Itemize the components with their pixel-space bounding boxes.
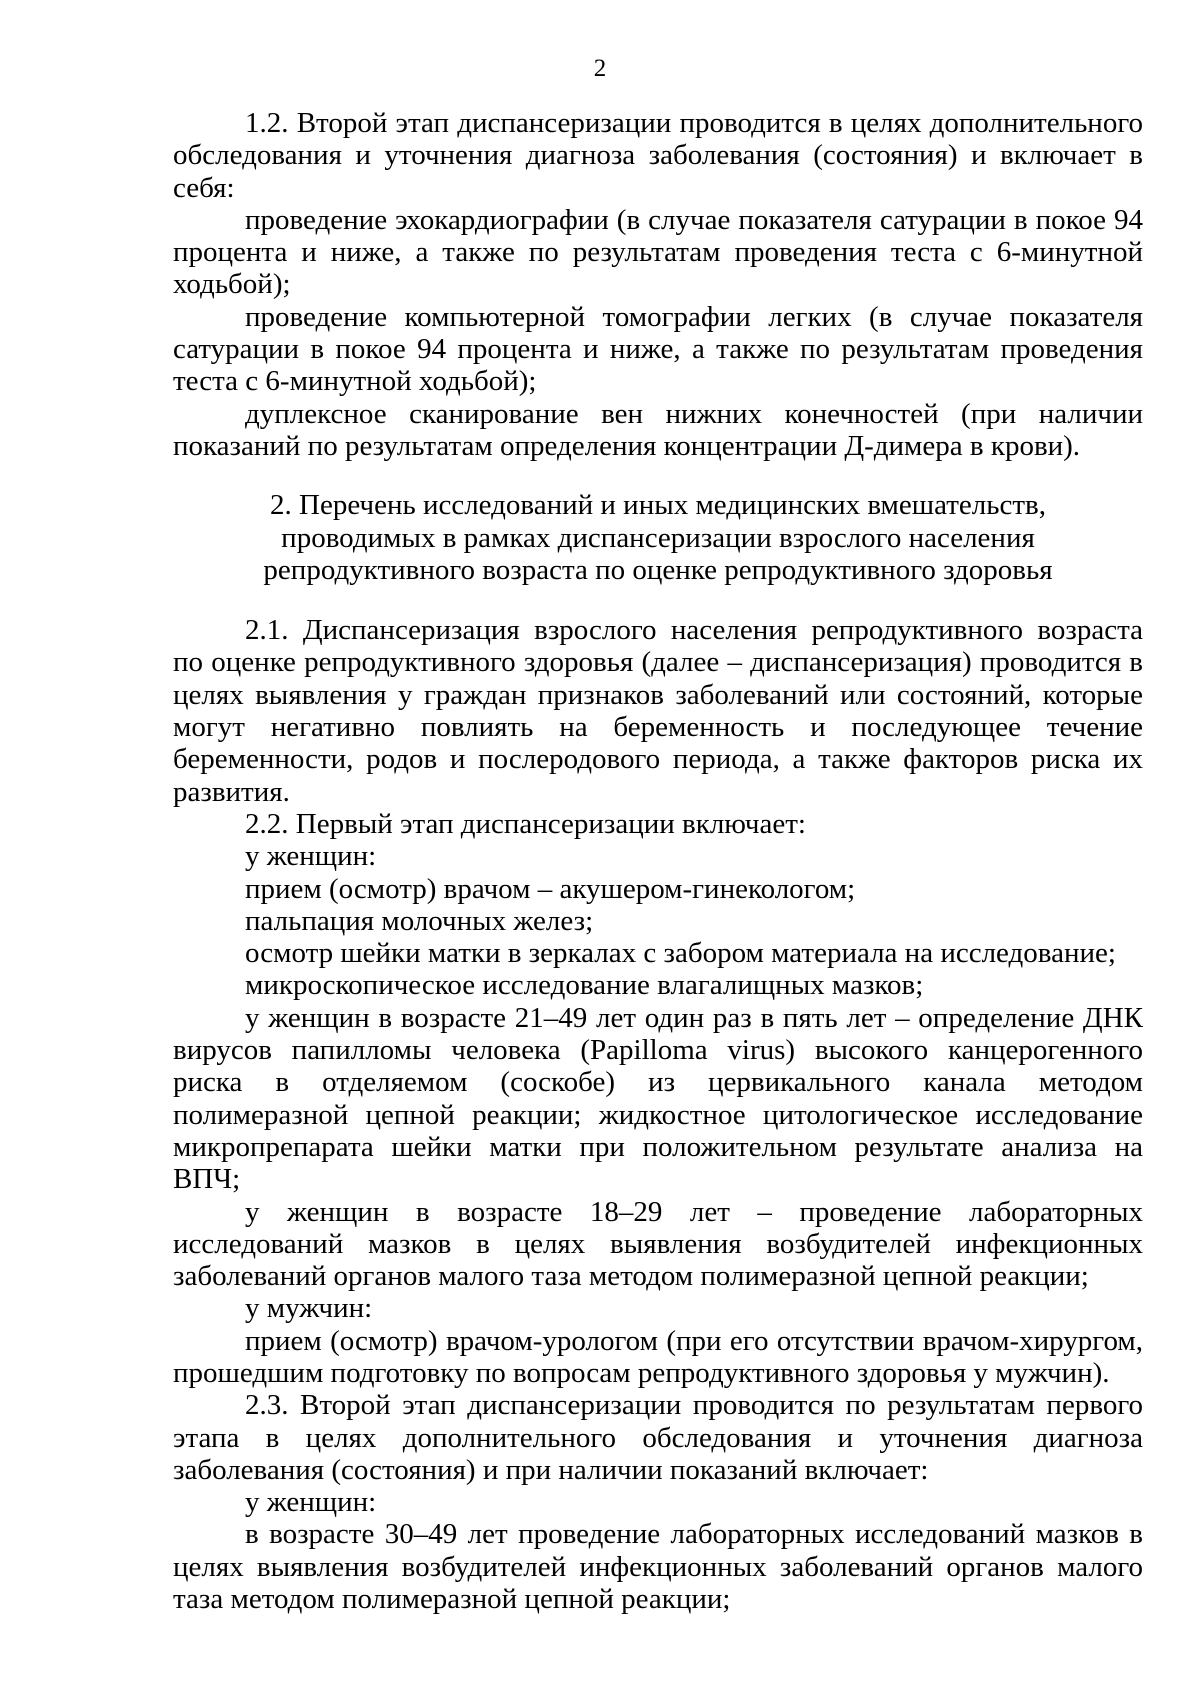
- paragraph-pcr-18-29: у женщин в возрасте 18–29 лет – проведение лабораторных исследований мазков в целях выявления возбудителей инфекционных заболеваний органов малого таза методом полимеразной цепной реакции;: [173, 1195, 1143, 1293]
- paragraph-ct-lungs: проведение компьютерной томографии легких (в случае показателя сатурации в покое 94 процента и ниже, а также по результатам проведения теста с 6-минутной ходьбой);: [173, 300, 1143, 398]
- paragraph-echocardiography: проведение эхокардиографии (в случае показателя сатурации в покое 94 процента и ниже, а также по результатам проведения теста с 6-минутной ходьбой);: [173, 203, 1143, 301]
- paragraph-gynecologist: прием (осмотр) врачом – акушером-гинекологом;: [245, 872, 856, 905]
- paragraph-microscopy: микроскопическое исследование влагалищных мазков;: [245, 969, 924, 1002]
- paragraph-men-label: у мужчин:: [245, 1292, 373, 1325]
- heading-line-2: проводимых в рамках диспансеризации взрослого населения: [281, 521, 1035, 554]
- paragraph-urologist: прием (осмотр) врачом-урологом (при его отсутствии врачом-хирургом, прошедшим подготовку по вопросам репродуктивного здоровья у мужчин).: [173, 1324, 1143, 1389]
- page-number: 2: [593, 55, 607, 82]
- paragraph-palpation: пальпация молочных желез;: [245, 904, 594, 937]
- paragraph-women-label-2: у женщин:: [245, 1486, 377, 1519]
- paragraph-hpv: у женщин в возрасте 21–49 лет один раз в пять лет – определение ДНК вирусов папилломы человека (Papilloma virus) высокого канцерогенного риска в отделяемом (соскобе) из цервикального канала методом полимеразной цепной реакции; жидкостное цитологическое исследование микропрепарата шейки матки при положительном результате анализа на ВПЧ;: [173, 1001, 1143, 1196]
- paragraph-1-2: 1.2. Второй этап диспансеризации проводится в целях дополнительного обследования и уточнения диагноза заболевания (состояния) и включает в себя:: [173, 107, 1143, 204]
- paragraph-duplex-scan: дуплексное сканирование вен нижних конечностей (при наличии показаний по результатам определения концентрации Д-димера в крови).: [173, 397, 1143, 462]
- section-2-heading: [173, 489, 1143, 586]
- paragraph-2-2: 2.2. Первый этап диспансеризации включает:: [245, 807, 806, 840]
- paragraph-women-label: у женщин:: [245, 840, 377, 873]
- paragraph-cervix-exam: осмотр шейки матки в зеркалах с забором материала на исследование;: [245, 937, 1116, 970]
- paragraph-2-3: 2.3. Второй этап диспансеризации проводится по результатам первого этапа в целях дополнительного обследования и уточнения диагноза заболевания (состояния) и при наличии показаний включает:: [173, 1389, 1143, 1486]
- heading-line-3: репродуктивного возраста по оценке репродуктивного здоровья: [263, 553, 1053, 586]
- paragraph-2-1: 2.1. Диспансеризация взрослого населения репродуктивного возраста по оценке репродуктивного здоровья (далее – диспансеризация) проводится в целях выявления у граждан признаков заболеваний или состояний, которые могут негативно повлиять на беременность и последующее течение беременности, родов и послеродового периода, а также факторов риска их развития.: [173, 614, 1143, 808]
- paragraph-pcr-30-49: в возрасте 30–49 лет проведение лабораторных исследований мазков в целях выявления возбудителей инфекционных заболеваний органов малого таза методом полимеразной цепной реакции;: [173, 1518, 1143, 1616]
- heading-line-1: 2. Перечень исследований и иных медицинских вмешательств,: [270, 489, 1046, 522]
- document-body: [173, 107, 1143, 1615]
